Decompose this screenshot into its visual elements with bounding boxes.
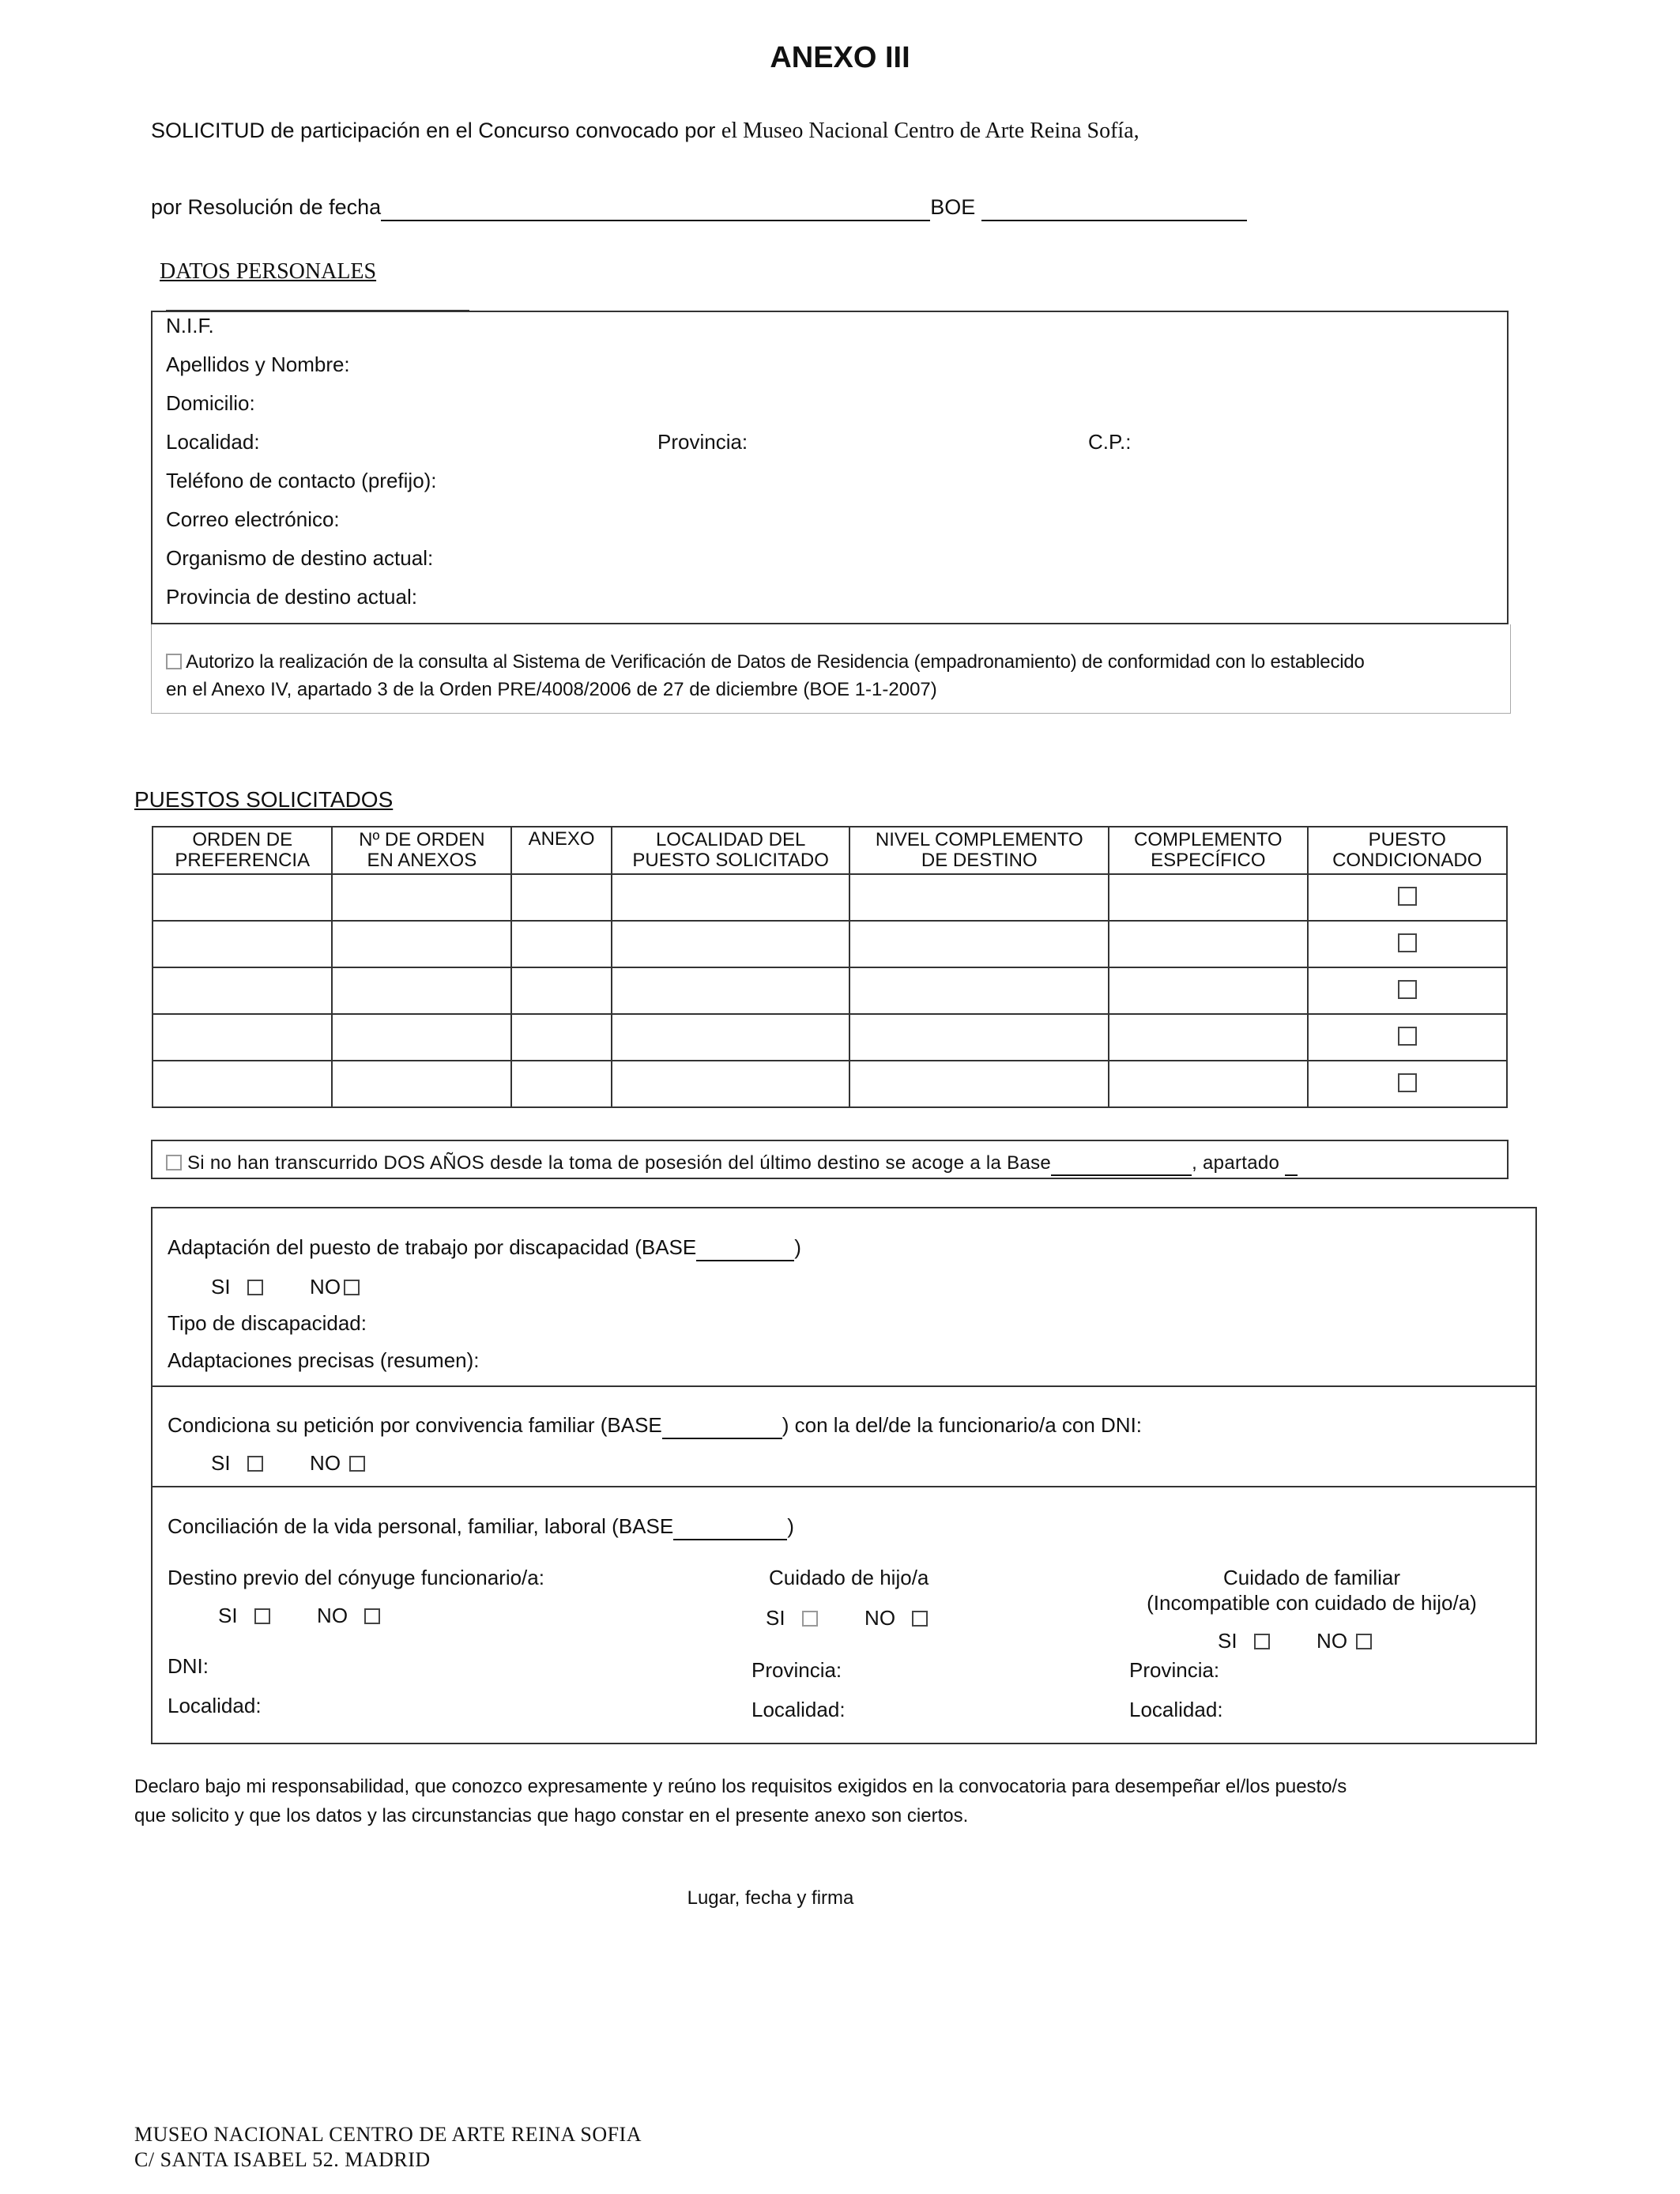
firma-label: Lugar, fecha y firma: [687, 1887, 854, 1909]
col-puesto-condicionado: PUESTO CONDICIONADO: [1308, 827, 1507, 874]
field-provincia[interactable]: Provincia:: [657, 430, 748, 454]
col-anexo: ANEXO: [511, 827, 612, 874]
adaptacion-base-field[interactable]: [696, 1235, 794, 1261]
no-label: NO: [310, 1275, 341, 1299]
table-cell[interactable]: [511, 921, 612, 967]
convivencia-base-field[interactable]: [662, 1413, 782, 1439]
table-cell[interactable]: [612, 967, 850, 1014]
familiar-si-checkbox[interactable]: [1254, 1634, 1270, 1649]
hijo-provincia[interactable]: Provincia:: [751, 1658, 842, 1682]
convivencia-title: Condiciona su petición por convivencia familiar (BASE ) con la del/de la funcionario/a con DNI:: [168, 1413, 1142, 1439]
conyuge-localidad[interactable]: Localidad:: [168, 1694, 262, 1717]
table-cell[interactable]: [612, 921, 850, 967]
table-row: [153, 967, 1507, 1014]
familiar-no-checkbox[interactable]: [1356, 1634, 1372, 1649]
footer-line1: MUSEO NACIONAL CENTRO DE ARTE REINA SOFIA: [134, 2123, 642, 2146]
puestos-header-row: [153, 827, 1507, 874]
hijo-si-checkbox[interactable]: [802, 1611, 818, 1627]
solicitud-prefix: SOLICITUD de participación en el Concurso convocado por: [151, 119, 716, 142]
familiar-localidad[interactable]: Localidad:: [1129, 1698, 1223, 1721]
familiar-provincia[interactable]: Provincia:: [1129, 1658, 1220, 1682]
conyuge-options: [218, 1604, 380, 1628]
table-cell[interactable]: [511, 874, 612, 921]
table-cell[interactable]: [511, 1014, 612, 1061]
footer-line2: C/ SANTA ISABEL 52. MADRID: [134, 2148, 431, 2171]
table-cell[interactable]: [332, 1061, 511, 1107]
autorizo-text: Autorizo la realización de la consulta al Sistema de Verificación de Datos de Residencia (empadronamiento) de conformidad con lo establecido: [186, 651, 1365, 673]
tipo-discapacidad[interactable]: Tipo de discapacidad:: [168, 1311, 367, 1335]
solicitud-line: [151, 119, 1139, 144]
si-label: SI: [211, 1275, 231, 1299]
apartado-field[interactable]: [1285, 1152, 1298, 1176]
table-cell: [1308, 874, 1507, 921]
table-cell[interactable]: [849, 1014, 1109, 1061]
condicionado-checkbox[interactable]: [1398, 1073, 1417, 1092]
hijo-no-checkbox[interactable]: [912, 1611, 928, 1627]
no-label: NO: [864, 1606, 896, 1630]
hijo-localidad[interactable]: Localidad:: [751, 1698, 846, 1721]
col-localidad: LOCALIDAD DEL PUESTO SOLICITADO: [612, 827, 850, 874]
divider: [152, 1486, 1536, 1487]
conyuge-title: Destino previo del cónyuge funcionario/a:: [168, 1566, 544, 1589]
adaptaciones-precisas[interactable]: Adaptaciones precisas (resumen):: [168, 1348, 480, 1372]
conyuge-dni[interactable]: DNI:: [168, 1654, 209, 1678]
conyuge-si-checkbox[interactable]: [254, 1608, 270, 1624]
familiar-title: Cuidado de familiar: [1222, 1566, 1400, 1589]
table-row: [153, 921, 1507, 967]
solicitud-museum: el Museo Nacional Centro de Arte Reina Sofía,: [721, 119, 1139, 143]
table-cell[interactable]: [849, 1061, 1109, 1107]
table-cell[interactable]: [1109, 967, 1307, 1014]
table-cell: [1308, 921, 1507, 967]
adaptacion-title: Adaptación del puesto de trabajo por discapacidad (BASE ): [168, 1235, 801, 1261]
convivencia-options: [211, 1451, 365, 1476]
base-field[interactable]: [1051, 1152, 1192, 1176]
table-cell[interactable]: [1109, 921, 1307, 967]
conciliacion-base-field[interactable]: [673, 1514, 787, 1540]
table-cell[interactable]: [849, 874, 1109, 921]
table-cell[interactable]: [332, 921, 511, 967]
section-title-datos-personales: DATOS PERSONALES: [160, 259, 377, 284]
col-orden-preferencia: ORDEN DE PREFERENCIA: [153, 827, 332, 874]
declaracion-line2: que solicito y que los datos y las circunstancias que hago constar en el presente anexo son ciertos.: [134, 1805, 969, 1826]
field-telefono[interactable]: Teléfono de contacto (prefijo):: [166, 469, 437, 492]
puestos-table: [152, 826, 1508, 1108]
table-cell[interactable]: [153, 967, 332, 1014]
table-cell: [1308, 1061, 1507, 1107]
table-cell[interactable]: [511, 967, 612, 1014]
table-cell[interactable]: [332, 967, 511, 1014]
condicionado-checkbox[interactable]: [1398, 933, 1417, 952]
table-cell: [1308, 1014, 1507, 1061]
no-label: NO: [310, 1451, 341, 1475]
field-correo[interactable]: Correo electrónico:: [166, 507, 340, 531]
condicionado-checkbox[interactable]: [1398, 1027, 1417, 1046]
col-nivel-complemento: NIVEL COMPLEMENTO DE DESTINO: [849, 827, 1109, 874]
dos-anos-text: Si no han transcurrido DOS AÑOS desde la toma de posesión del último destino se acoge a la Base: [186, 1152, 1052, 1174]
convivencia-no-checkbox[interactable]: [349, 1456, 365, 1472]
field-localidad[interactable]: Localidad:: [166, 430, 260, 454]
autorizo-line2: en el Anexo IV, apartado 3 de la Orden PRE/4008/2006 de 27 de diciembre (BOE 1-1-2007): [166, 679, 937, 700]
apartado-label: , apartado: [1192, 1152, 1280, 1174]
adaptacion-si-checkbox[interactable]: [247, 1280, 263, 1295]
section-title-puestos: PUESTOS SOLICITADOS: [134, 787, 394, 812]
familiar-options: [1218, 1629, 1372, 1653]
col-complemento-especifico: COMPLEMENTO ESPECÍFICO: [1109, 827, 1307, 874]
field-domicilio[interactable]: Domicilio:: [166, 391, 255, 415]
table-cell[interactable]: [1109, 1061, 1307, 1107]
table-cell: [1308, 967, 1507, 1014]
si-label: SI: [211, 1451, 231, 1475]
resolucion-fecha-field[interactable]: [381, 195, 930, 221]
table-cell[interactable]: [332, 1014, 511, 1061]
page-title: ANEXO III: [770, 41, 910, 74]
table-cell[interactable]: [612, 874, 850, 921]
condicionado-checkbox[interactable]: [1398, 887, 1417, 906]
personal-data-box: [151, 311, 1509, 624]
table-row: [153, 1014, 1507, 1061]
resolucion-label: por Resolución de fecha: [151, 195, 382, 219]
field-apellidos-nombre[interactable]: Apellidos y Nombre:: [166, 352, 350, 376]
si-label: SI: [1218, 1629, 1237, 1653]
field-organismo[interactable]: Organismo de destino actual:: [166, 546, 434, 570]
conyuge-no-checkbox[interactable]: [364, 1608, 380, 1624]
table-cell[interactable]: [612, 1014, 850, 1061]
adaptacion-options: [211, 1275, 360, 1299]
dos-anos-line: [166, 1152, 1298, 1176]
boe-field[interactable]: [981, 195, 1247, 221]
field-nif[interactable]: N.I.F.: [166, 314, 214, 337]
resolucion-line: [151, 195, 1247, 221]
no-label: NO: [317, 1604, 348, 1627]
no-label: NO: [1317, 1629, 1348, 1653]
si-label: SI: [766, 1606, 785, 1630]
declaracion-line1: Declaro bajo mi responsabilidad, que conozco expresamente y reúno los requisitos exigidos en la convocatoria para desempeñar el/los puesto/s: [134, 1776, 1347, 1797]
table-cell[interactable]: [153, 1014, 332, 1061]
table-cell[interactable]: [1109, 1014, 1307, 1061]
table-cell[interactable]: [849, 967, 1109, 1014]
table-row: [153, 874, 1507, 921]
table-cell[interactable]: [849, 921, 1109, 967]
dos-anos-checkbox[interactable]: [166, 1155, 182, 1171]
table-cell[interactable]: [153, 921, 332, 967]
table-cell[interactable]: [153, 874, 332, 921]
adaptacion-no-checkbox[interactable]: [344, 1280, 360, 1295]
table-row: [153, 1061, 1507, 1107]
autorizo-line1: [166, 651, 1365, 673]
conciliacion-title: Conciliación de la vida personal, familiar, laboral (BASE ): [168, 1514, 794, 1540]
table-cell[interactable]: [332, 874, 511, 921]
hijo-options: [766, 1606, 928, 1630]
familiar-note: (Incompatible con cuidado de hijo/a): [1147, 1591, 1477, 1615]
divider: [152, 1385, 1536, 1387]
condicionado-checkbox[interactable]: [1398, 980, 1417, 999]
autorizo-checkbox[interactable]: [166, 654, 182, 669]
convivencia-si-checkbox[interactable]: [247, 1456, 263, 1472]
hijo-title: Cuidado de hijo/a: [769, 1566, 929, 1589]
field-cp[interactable]: C.P.:: [1088, 430, 1132, 454]
table-cell[interactable]: [1109, 874, 1307, 921]
table-cell[interactable]: [511, 1061, 612, 1107]
table-cell[interactable]: [153, 1061, 332, 1107]
si-label: SI: [218, 1604, 238, 1627]
col-numero-orden: Nº DE ORDEN EN ANEXOS: [332, 827, 511, 874]
table-cell[interactable]: [612, 1061, 850, 1107]
boe-label: BOE: [930, 195, 976, 219]
field-provincia-destino[interactable]: Provincia de destino actual:: [166, 585, 417, 609]
